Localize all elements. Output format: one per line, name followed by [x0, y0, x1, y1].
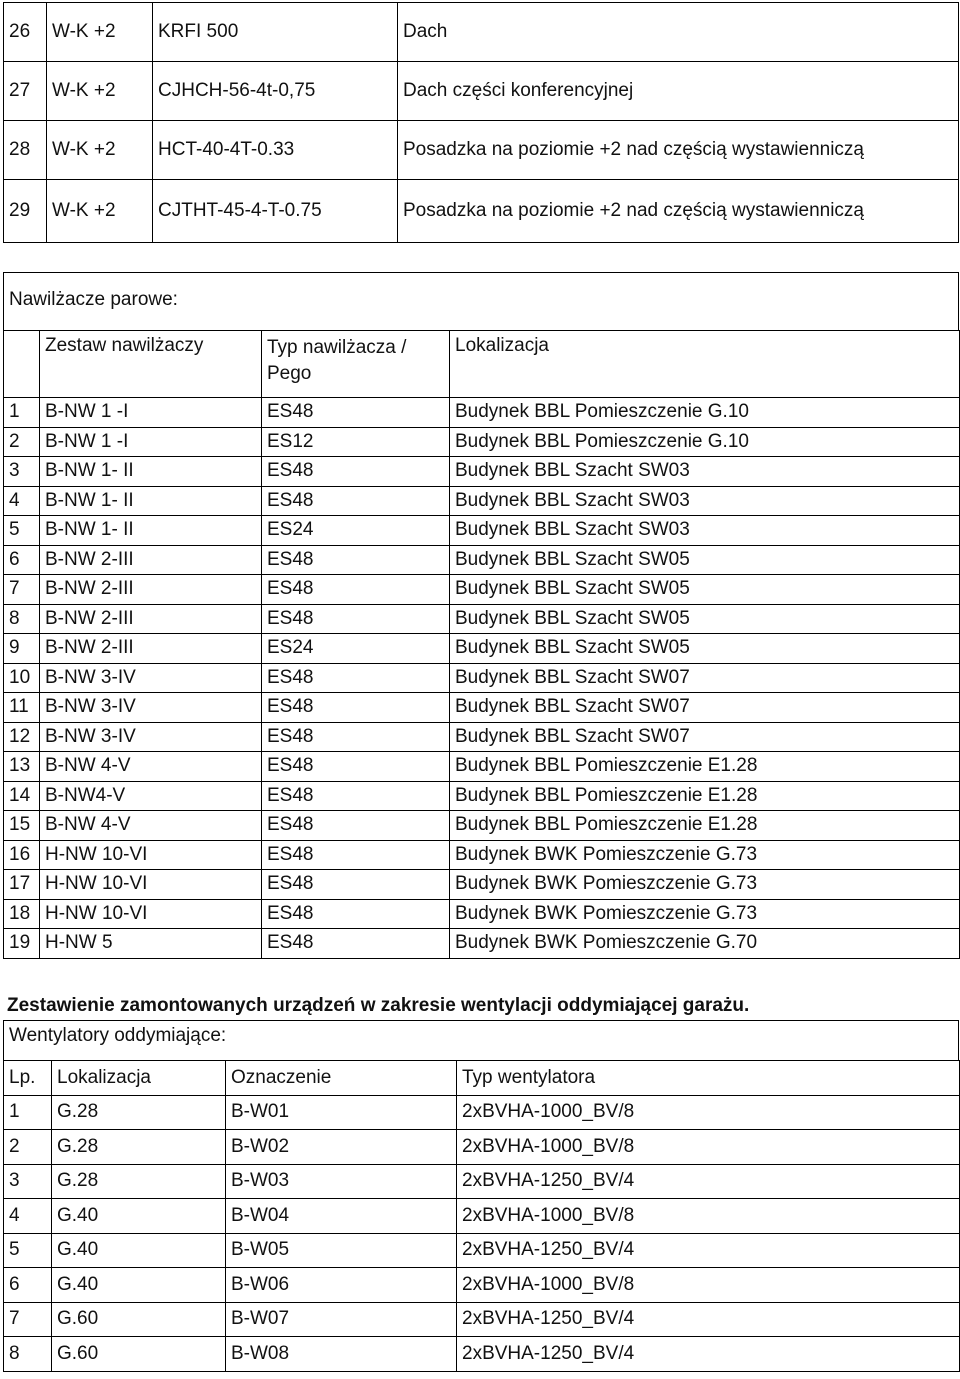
- cell-set: H-NW 10-VI: [40, 840, 262, 870]
- cell-type: ES48: [262, 899, 450, 929]
- cell-type: HCT-40-4T-0.33: [153, 121, 398, 180]
- table-row: [4, 752, 960, 782]
- cell-location: Budynek BBL Szacht SW03: [450, 516, 960, 546]
- cell-type: ES48: [262, 575, 450, 605]
- humidifiers-heading: Nawilżacze parowe:: [9, 289, 178, 310]
- cell-no: 1: [4, 1095, 52, 1130]
- devices-table: [3, 2, 959, 243]
- cell-no: 11: [4, 693, 40, 723]
- cell-location: G.60: [52, 1302, 226, 1337]
- cell-set: H-NW 10-VI: [40, 870, 262, 900]
- cell-type: CJHCH-56-4t-0,75: [153, 62, 398, 121]
- cell-location: Budynek BBL Pomieszczenie E1.28: [450, 811, 960, 841]
- cell-set: B-NW 1- II: [40, 457, 262, 487]
- cell-level: W-K +2: [47, 62, 153, 121]
- cell-no: 4: [4, 1199, 52, 1234]
- cell-type: ES24: [262, 516, 450, 546]
- cell-type: ES48: [262, 604, 450, 634]
- cell-type: 2xBVHA-1000_BV/8: [457, 1199, 960, 1234]
- cell-type: ES48: [262, 398, 450, 428]
- cell-location: Budynek BBL Pomieszczenie G.10: [450, 427, 960, 457]
- cell-set: B-NW 1- II: [40, 486, 262, 516]
- cell-location: Budynek BBL Szacht SW03: [450, 457, 960, 487]
- table-row: [4, 3, 959, 62]
- cell-no: 10: [4, 663, 40, 693]
- cell-location: Budynek BWK Pomieszczenie G.73: [450, 840, 960, 870]
- cell-mark: B-W04: [226, 1199, 457, 1234]
- cell-mark: B-W07: [226, 1302, 457, 1337]
- cell-location: Posadzka na poziomie +2 nad częścią wystawienniczą: [398, 180, 959, 243]
- cell-mark: B-W06: [226, 1268, 457, 1303]
- table-row: [4, 663, 960, 693]
- cell-no: 8: [4, 604, 40, 634]
- cell-location: Budynek BBL Szacht SW05: [450, 604, 960, 634]
- cell-set: B-NW 3-IV: [40, 722, 262, 752]
- table-row: [4, 1130, 960, 1165]
- cell-level: W-K +2: [47, 3, 153, 62]
- cell-no: 7: [4, 1302, 52, 1337]
- fans-heading-box: [3, 1020, 959, 1061]
- cell-location: Budynek BBL Szacht SW05: [450, 575, 960, 605]
- header-no: Lp.: [4, 1061, 52, 1096]
- cell-location: Budynek BBL Szacht SW07: [450, 663, 960, 693]
- cell-no: 4: [4, 486, 40, 516]
- cell-no: 5: [4, 516, 40, 546]
- table-row: [4, 516, 960, 546]
- cell-location: Dach części konferencyjnej: [398, 62, 959, 121]
- cell-no: 27: [4, 62, 47, 121]
- cell-location: Budynek BBL Pomieszczenie E1.28: [450, 752, 960, 782]
- table-row: [4, 693, 960, 723]
- cell-location: G.40: [52, 1233, 226, 1268]
- cell-no: 29: [4, 180, 47, 243]
- cell-location: Budynek BBL Szacht SW05: [450, 545, 960, 575]
- cell-type: CJTHT-45-4-T-0.75: [153, 180, 398, 243]
- cell-set: B-NW 3-IV: [40, 693, 262, 723]
- cell-set: B-NW 1- II: [40, 516, 262, 546]
- cell-set: B-NW 3-IV: [40, 663, 262, 693]
- table-row: [4, 604, 960, 634]
- cell-type: ES48: [262, 457, 450, 487]
- table-row: [4, 121, 959, 180]
- cell-no: 16: [4, 840, 40, 870]
- cell-no: 3: [4, 1164, 52, 1199]
- fans-heading: Wentylatory oddymiające:: [9, 1025, 227, 1046]
- cell-type: ES48: [262, 781, 450, 811]
- cell-no: 3: [4, 457, 40, 487]
- cell-no: 6: [4, 1268, 52, 1303]
- cell-type: ES48: [262, 870, 450, 900]
- cell-type: 2xBVHA-1000_BV/8: [457, 1095, 960, 1130]
- cell-no: 19: [4, 929, 40, 959]
- cell-type: 2xBVHA-1250_BV/4: [457, 1164, 960, 1199]
- cell-location: G.40: [52, 1268, 226, 1303]
- cell-no: 15: [4, 811, 40, 841]
- cell-set: B-NW 4-V: [40, 752, 262, 782]
- cell-location: Budynek BBL Szacht SW03: [450, 486, 960, 516]
- cell-no: 17: [4, 870, 40, 900]
- cell-no: 13: [4, 752, 40, 782]
- table-row: [4, 457, 960, 487]
- cell-no: 9: [4, 634, 40, 664]
- table-row: [4, 180, 959, 243]
- cell-no: 14: [4, 781, 40, 811]
- cell-type: 2xBVHA-1000_BV/8: [457, 1130, 960, 1165]
- table-row: [4, 811, 960, 841]
- table-row: [4, 1268, 960, 1303]
- cell-type: ES48: [262, 811, 450, 841]
- cell-location: Budynek BBL Szacht SW07: [450, 722, 960, 752]
- cell-no: 26: [4, 3, 47, 62]
- table-row: [4, 1164, 960, 1199]
- table-row: [4, 634, 960, 664]
- cell-no: 6: [4, 545, 40, 575]
- cell-type: 2xBVHA-1250_BV/4: [457, 1233, 960, 1268]
- cell-no: 2: [4, 1130, 52, 1165]
- table-row: [4, 1302, 960, 1337]
- cell-type: ES24: [262, 634, 450, 664]
- cell-mark: B-W01: [226, 1095, 457, 1130]
- table-row: [4, 398, 960, 428]
- cell-no: 5: [4, 1233, 52, 1268]
- cell-location: Budynek BBL Szacht SW07: [450, 693, 960, 723]
- table-row: [4, 486, 960, 516]
- cell-no: 7: [4, 575, 40, 605]
- cell-set: H-NW 5: [40, 929, 262, 959]
- cell-location: G.40: [52, 1199, 226, 1234]
- cell-set: B-NW 4-V: [40, 811, 262, 841]
- cell-type: ES48: [262, 840, 450, 870]
- cell-type: ES48: [262, 663, 450, 693]
- cell-location: G.60: [52, 1337, 226, 1372]
- header-type: Typ wentylatora: [457, 1061, 960, 1096]
- cell-mark: B-W05: [226, 1233, 457, 1268]
- cell-mark: B-W08: [226, 1337, 457, 1372]
- cell-set: B-NW 2-III: [40, 575, 262, 605]
- table-row: [4, 545, 960, 575]
- humidifiers-table: [3, 330, 960, 959]
- table-row: [4, 840, 960, 870]
- cell-level: W-K +2: [47, 180, 153, 243]
- cell-type: ES48: [262, 929, 450, 959]
- cell-type: 2xBVHA-1250_BV/4: [457, 1337, 960, 1372]
- cell-set: H-NW 10-VI: [40, 899, 262, 929]
- cell-location: Budynek BWK Pomieszczenie G.70: [450, 929, 960, 959]
- header-mark: Oznaczenie: [226, 1061, 457, 1096]
- cell-location: Posadzka na poziomie +2 nad częścią wystawienniczą: [398, 121, 959, 180]
- header-location: Lokalizacja: [450, 331, 960, 398]
- cell-location: Budynek BWK Pomieszczenie G.73: [450, 870, 960, 900]
- table-row: [4, 781, 960, 811]
- cell-mark: B-W03: [226, 1164, 457, 1199]
- cell-set: B-NW 1 -I: [40, 398, 262, 428]
- cell-type: ES48: [262, 486, 450, 516]
- cell-type: ES12: [262, 427, 450, 457]
- cell-type: 2xBVHA-1250_BV/4: [457, 1302, 960, 1337]
- table-header-row: [4, 331, 960, 398]
- cell-no: 28: [4, 121, 47, 180]
- table-row: [4, 62, 959, 121]
- header-type: [262, 331, 450, 398]
- humidifiers-heading-box: [3, 272, 959, 331]
- cell-set: B-NW 1 -I: [40, 427, 262, 457]
- header-type-line1: Typ nawilżacza /: [267, 337, 407, 358]
- cell-level: W-K +2: [47, 121, 153, 180]
- header-set: Zestaw nawilżaczy: [40, 331, 262, 398]
- cell-location: Budynek BBL Pomieszczenie E1.28: [450, 781, 960, 811]
- cell-no: 8: [4, 1337, 52, 1372]
- cell-type: ES48: [262, 722, 450, 752]
- cell-type: 2xBVHA-1000_BV/8: [457, 1268, 960, 1303]
- table-row: [4, 1199, 960, 1234]
- cell-type: ES48: [262, 545, 450, 575]
- cell-type: KRFI 500: [153, 3, 398, 62]
- cell-location: Budynek BBL Szacht SW05: [450, 634, 960, 664]
- cell-set: B-NW 2-III: [40, 634, 262, 664]
- cell-mark: B-W02: [226, 1130, 457, 1165]
- cell-no: 18: [4, 899, 40, 929]
- table-row: [4, 899, 960, 929]
- cell-no: 1: [4, 398, 40, 428]
- fans-table: [3, 1060, 960, 1372]
- table-row: [4, 870, 960, 900]
- table-row: [4, 575, 960, 605]
- table-row: [4, 929, 960, 959]
- section-title: Zestawienie zamontowanych urządzeń w zakresie wentylacji oddymiającej garażu.: [7, 995, 750, 1016]
- cell-location: G.28: [52, 1164, 226, 1199]
- cell-type: ES48: [262, 752, 450, 782]
- table-row: [4, 1337, 960, 1372]
- header-location: Lokalizacja: [52, 1061, 226, 1096]
- cell-no: 2: [4, 427, 40, 457]
- cell-set: B-NW4-V: [40, 781, 262, 811]
- cell-location: Budynek BBL Pomieszczenie G.10: [450, 398, 960, 428]
- table-header-row: [4, 1061, 960, 1096]
- header-type-line2: Pego: [267, 363, 312, 384]
- cell-type: ES48: [262, 693, 450, 723]
- header-no: [4, 331, 40, 398]
- cell-location: G.28: [52, 1130, 226, 1165]
- cell-set: B-NW 2-III: [40, 604, 262, 634]
- table-row: [4, 427, 960, 457]
- table-row: [4, 722, 960, 752]
- cell-no: 12: [4, 722, 40, 752]
- cell-location: Dach: [398, 3, 959, 62]
- table-row: [4, 1095, 960, 1130]
- table-row: [4, 1233, 960, 1268]
- cell-set: B-NW 2-III: [40, 545, 262, 575]
- cell-location: G.28: [52, 1095, 226, 1130]
- cell-location: Budynek BWK Pomieszczenie G.73: [450, 899, 960, 929]
